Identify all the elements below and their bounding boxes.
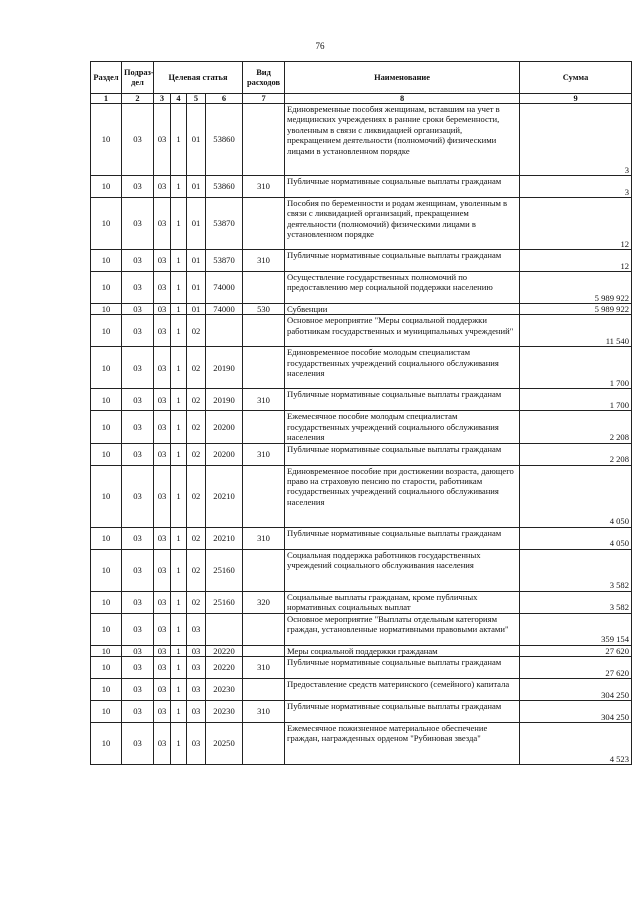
event-code-cell: 01 xyxy=(187,250,206,272)
expense-type-cell xyxy=(243,315,285,347)
direction-code-cell: 20250 xyxy=(206,723,243,765)
sum-cell: 3 582 xyxy=(520,591,632,613)
program-code-cell: 03 xyxy=(154,591,171,613)
subprogram-code-cell: 1 xyxy=(171,250,187,272)
podrazdel-cell: 03 xyxy=(122,549,154,591)
direction-code-cell: 53870 xyxy=(206,198,243,250)
column-number: 2 xyxy=(122,94,154,104)
razdel-cell: 10 xyxy=(91,304,122,315)
podrazdel-cell: 03 xyxy=(122,645,154,656)
razdel-cell: 10 xyxy=(91,645,122,656)
table-row xyxy=(91,104,632,176)
expense-type-cell: 310 xyxy=(243,657,285,679)
subprogram-code-cell: 1 xyxy=(171,527,187,549)
podrazdel-cell: 03 xyxy=(122,176,154,198)
subprogram-code-cell: 1 xyxy=(171,315,187,347)
table-row xyxy=(91,645,632,656)
program-code-cell: 03 xyxy=(154,411,171,443)
header-sum: Сумма xyxy=(520,62,632,94)
podrazdel-cell: 03 xyxy=(122,723,154,765)
event-code-cell: 02 xyxy=(187,591,206,613)
podrazdel-cell: 03 xyxy=(122,315,154,347)
column-number: 4 xyxy=(171,94,187,104)
sum-cell: 4 050 xyxy=(520,465,632,527)
table-row xyxy=(91,411,632,443)
header-target-article: Целевая статья xyxy=(154,62,243,94)
table-row xyxy=(91,465,632,527)
header-expense-type: Вид расходов xyxy=(243,62,285,94)
razdel-cell: 10 xyxy=(91,701,122,723)
subprogram-code-cell: 1 xyxy=(171,104,187,176)
event-code-cell: 02 xyxy=(187,389,206,411)
table-row xyxy=(91,657,632,679)
name-cell: Публичные нормативные социальные выплаты гражданам xyxy=(285,176,520,198)
program-code-cell: 03 xyxy=(154,613,171,645)
column-number: 7 xyxy=(243,94,285,104)
table-row xyxy=(91,443,632,465)
subprogram-code-cell: 1 xyxy=(171,645,187,656)
column-number: 3 xyxy=(154,94,171,104)
name-cell: Социальные выплаты гражданам, кроме публичных нормативных социальных выплат xyxy=(285,591,520,613)
sum-cell: 1 700 xyxy=(520,347,632,389)
sum-cell: 2 208 xyxy=(520,443,632,465)
sum-cell: 3 xyxy=(520,176,632,198)
table-row xyxy=(91,176,632,198)
razdel-cell: 10 xyxy=(91,272,122,304)
subprogram-code-cell: 1 xyxy=(171,304,187,315)
event-code-cell: 03 xyxy=(187,679,206,701)
program-code-cell: 03 xyxy=(154,723,171,765)
program-code-cell: 03 xyxy=(154,443,171,465)
expense-type-cell: 310 xyxy=(243,250,285,272)
razdel-cell: 10 xyxy=(91,104,122,176)
podrazdel-cell: 03 xyxy=(122,250,154,272)
sum-cell: 304 250 xyxy=(520,701,632,723)
expense-type-cell xyxy=(243,347,285,389)
column-number: 9 xyxy=(520,94,632,104)
table-row xyxy=(91,198,632,250)
direction-code-cell: 53870 xyxy=(206,250,243,272)
podrazdel-cell: 03 xyxy=(122,657,154,679)
event-code-cell: 01 xyxy=(187,176,206,198)
expense-type-cell xyxy=(243,272,285,304)
subprogram-code-cell: 1 xyxy=(171,549,187,591)
column-number: 5 xyxy=(187,94,206,104)
sum-cell: 12 xyxy=(520,250,632,272)
podrazdel-cell: 03 xyxy=(122,347,154,389)
podrazdel-cell: 03 xyxy=(122,272,154,304)
subprogram-code-cell: 1 xyxy=(171,347,187,389)
name-cell: Публичные нормативные социальные выплаты гражданам xyxy=(285,250,520,272)
expense-type-cell xyxy=(243,645,285,656)
razdel-cell: 10 xyxy=(91,723,122,765)
subprogram-code-cell: 1 xyxy=(171,443,187,465)
program-code-cell: 03 xyxy=(154,198,171,250)
subprogram-code-cell: 1 xyxy=(171,701,187,723)
header-razdel: Раздел xyxy=(91,62,122,94)
sum-cell: 3 xyxy=(520,104,632,176)
table-row xyxy=(91,315,632,347)
program-code-cell: 03 xyxy=(154,104,171,176)
sum-cell: 359 154 xyxy=(520,613,632,645)
expense-type-cell xyxy=(243,679,285,701)
razdel-cell: 10 xyxy=(91,591,122,613)
event-code-cell: 03 xyxy=(187,645,206,656)
subprogram-code-cell: 1 xyxy=(171,389,187,411)
podrazdel-cell: 03 xyxy=(122,304,154,315)
name-cell: Основное мероприятие "Меры социальной поддержки работникам государственных и муниципальных учреждений" xyxy=(285,315,520,347)
expense-type-cell xyxy=(243,549,285,591)
subprogram-code-cell: 1 xyxy=(171,657,187,679)
direction-code-cell: 74000 xyxy=(206,304,243,315)
direction-code-cell: 25160 xyxy=(206,591,243,613)
razdel-cell: 10 xyxy=(91,198,122,250)
event-code-cell: 02 xyxy=(187,527,206,549)
direction-code-cell: 25160 xyxy=(206,549,243,591)
subprogram-code-cell: 1 xyxy=(171,198,187,250)
table-row xyxy=(91,527,632,549)
program-code-cell: 03 xyxy=(154,272,171,304)
table-row xyxy=(91,591,632,613)
table-row xyxy=(91,613,632,645)
expense-type-cell xyxy=(243,198,285,250)
subprogram-code-cell: 1 xyxy=(171,176,187,198)
razdel-cell: 10 xyxy=(91,549,122,591)
table-row xyxy=(91,549,632,591)
event-code-cell: 01 xyxy=(187,304,206,315)
table-row xyxy=(91,304,632,315)
name-cell: Единовременное пособие молодым специалистам государственных учреждений социального обслуживания населения xyxy=(285,347,520,389)
name-cell: Ежемесячное пособие молодым специалистам государственных учреждений социального обслуживания населения xyxy=(285,411,520,443)
header-podrazdel: Подраз- дел xyxy=(122,62,154,94)
program-code-cell: 03 xyxy=(154,465,171,527)
expense-type-cell xyxy=(243,723,285,765)
expense-type-cell xyxy=(243,465,285,527)
sum-cell: 27 620 xyxy=(520,645,632,656)
event-code-cell: 02 xyxy=(187,315,206,347)
razdel-cell: 10 xyxy=(91,176,122,198)
program-code-cell: 03 xyxy=(154,549,171,591)
program-code-cell: 03 xyxy=(154,701,171,723)
sum-cell: 1 700 xyxy=(520,389,632,411)
direction-code-cell: 20210 xyxy=(206,527,243,549)
direction-code-cell: 20210 xyxy=(206,465,243,527)
razdel-cell: 10 xyxy=(91,527,122,549)
sum-cell: 304 250 xyxy=(520,679,632,701)
expense-type-cell: 310 xyxy=(243,443,285,465)
direction-code-cell: 20230 xyxy=(206,679,243,701)
name-cell: Публичные нормативные социальные выплаты гражданам xyxy=(285,389,520,411)
direction-code-cell: 20190 xyxy=(206,347,243,389)
program-code-cell: 03 xyxy=(154,657,171,679)
razdel-cell: 10 xyxy=(91,250,122,272)
name-cell: Единовременные пособия женщинам, вставшим на учет в медицинских учреждениях в ранние сроки беременности, уволенным в связи с ликвидацией организаций, прекращением деятельности (полномочий) физическими лицами в установленном порядке xyxy=(285,104,520,176)
direction-code-cell: 20230 xyxy=(206,701,243,723)
razdel-cell: 10 xyxy=(91,613,122,645)
name-cell: Публичные нормативные социальные выплаты гражданам xyxy=(285,657,520,679)
sum-cell: 4 523 xyxy=(520,723,632,765)
program-code-cell: 03 xyxy=(154,347,171,389)
table-row xyxy=(91,679,632,701)
sum-cell: 5 989 922 xyxy=(520,272,632,304)
name-cell: Публичные нормативные социальные выплаты гражданам xyxy=(285,443,520,465)
subprogram-code-cell: 1 xyxy=(171,465,187,527)
event-code-cell: 03 xyxy=(187,723,206,765)
razdel-cell: 10 xyxy=(91,679,122,701)
direction-code-cell: 20200 xyxy=(206,411,243,443)
column-number: 1 xyxy=(91,94,122,104)
program-code-cell: 03 xyxy=(154,304,171,315)
column-number: 6 xyxy=(206,94,243,104)
razdel-cell: 10 xyxy=(91,389,122,411)
direction-code-cell xyxy=(206,613,243,645)
sum-cell: 27 620 xyxy=(520,657,632,679)
column-number: 8 xyxy=(285,94,520,104)
razdel-cell: 10 xyxy=(91,443,122,465)
razdel-cell: 10 xyxy=(91,347,122,389)
sum-cell: 12 xyxy=(520,198,632,250)
podrazdel-cell: 03 xyxy=(122,701,154,723)
name-cell: Осуществление государственных полномочий по предоставлению мер социальной поддержки населению xyxy=(285,272,520,304)
expense-type-cell: 310 xyxy=(243,527,285,549)
event-code-cell: 02 xyxy=(187,465,206,527)
event-code-cell: 02 xyxy=(187,443,206,465)
podrazdel-cell: 03 xyxy=(122,679,154,701)
expense-type-cell: 530 xyxy=(243,304,285,315)
sum-cell: 2 208 xyxy=(520,411,632,443)
podrazdel-cell: 03 xyxy=(122,591,154,613)
program-code-cell: 03 xyxy=(154,176,171,198)
sum-cell: 4 050 xyxy=(520,527,632,549)
podrazdel-cell: 03 xyxy=(122,527,154,549)
direction-code-cell: 20190 xyxy=(206,389,243,411)
name-cell: Предоставление средств материнского (семейного) капитала xyxy=(285,679,520,701)
subprogram-code-cell: 1 xyxy=(171,679,187,701)
table-row xyxy=(91,272,632,304)
podrazdel-cell: 03 xyxy=(122,198,154,250)
podrazdel-cell: 03 xyxy=(122,389,154,411)
expense-type-cell: 310 xyxy=(243,389,285,411)
podrazdel-cell: 03 xyxy=(122,104,154,176)
expense-type-cell: 310 xyxy=(243,701,285,723)
name-cell: Пособия по беременности и родам женщинам, уволенным в связи с ликвидацией организаций, прекращением деятельности (полномочий) физическими лицами в установленном порядке xyxy=(285,198,520,250)
table-row xyxy=(91,701,632,723)
sum-cell: 11 540 xyxy=(520,315,632,347)
program-code-cell: 03 xyxy=(154,679,171,701)
event-code-cell: 03 xyxy=(187,657,206,679)
podrazdel-cell: 03 xyxy=(122,613,154,645)
name-cell: Основное мероприятие "Выплаты отдельным категориям граждан, установленные нормативными правовыми актами" xyxy=(285,613,520,645)
program-code-cell: 03 xyxy=(154,250,171,272)
expense-type-cell xyxy=(243,411,285,443)
direction-code-cell: 53860 xyxy=(206,176,243,198)
table-row xyxy=(91,389,632,411)
event-code-cell: 01 xyxy=(187,104,206,176)
podrazdel-cell: 03 xyxy=(122,443,154,465)
name-cell: Меры социальной поддержки гражданам xyxy=(285,645,520,656)
expense-type-cell xyxy=(243,104,285,176)
table-row xyxy=(91,250,632,272)
page-number: 76 xyxy=(315,41,325,51)
razdel-cell: 10 xyxy=(91,315,122,347)
razdel-cell: 10 xyxy=(91,411,122,443)
program-code-cell: 03 xyxy=(154,645,171,656)
name-cell: Субвенции xyxy=(285,304,520,315)
header-name: Наименование xyxy=(285,62,520,94)
subprogram-code-cell: 1 xyxy=(171,723,187,765)
event-code-cell: 03 xyxy=(187,701,206,723)
program-code-cell: 03 xyxy=(154,389,171,411)
direction-code-cell xyxy=(206,315,243,347)
subprogram-code-cell: 1 xyxy=(171,411,187,443)
direction-code-cell: 20220 xyxy=(206,657,243,679)
event-code-cell: 03 xyxy=(187,613,206,645)
name-cell: Социальная поддержка работников государственных учреждений социального обслуживания населения xyxy=(285,549,520,591)
sum-cell: 3 582 xyxy=(520,549,632,591)
budget-table xyxy=(90,61,632,765)
razdel-cell: 10 xyxy=(91,657,122,679)
event-code-cell: 02 xyxy=(187,411,206,443)
subprogram-code-cell: 1 xyxy=(171,272,187,304)
event-code-cell: 02 xyxy=(187,347,206,389)
event-code-cell: 02 xyxy=(187,549,206,591)
event-code-cell: 01 xyxy=(187,198,206,250)
program-code-cell: 03 xyxy=(154,527,171,549)
event-code-cell: 01 xyxy=(187,272,206,304)
name-cell: Публичные нормативные социальные выплаты гражданам xyxy=(285,701,520,723)
sum-cell: 5 989 922 xyxy=(520,304,632,315)
direction-code-cell: 53860 xyxy=(206,104,243,176)
razdel-cell: 10 xyxy=(91,465,122,527)
podrazdel-cell: 03 xyxy=(122,465,154,527)
direction-code-cell: 20220 xyxy=(206,645,243,656)
name-cell: Публичные нормативные социальные выплаты гражданам xyxy=(285,527,520,549)
name-cell: Ежемесячное пожизненное материальное обеспечение граждан, награжденных орденом "Рубиновая звезда" xyxy=(285,723,520,765)
name-cell: Единовременное пособие при достижении возраста, дающего право на страховую пенсию по старости, работникам государственных учреждений социального обслуживания населения xyxy=(285,465,520,527)
table-row xyxy=(91,723,632,765)
podrazdel-cell: 03 xyxy=(122,411,154,443)
direction-code-cell: 74000 xyxy=(206,272,243,304)
table-row xyxy=(91,347,632,389)
subprogram-code-cell: 1 xyxy=(171,613,187,645)
table-header-row xyxy=(91,62,632,94)
program-code-cell: 03 xyxy=(154,315,171,347)
direction-code-cell: 20200 xyxy=(206,443,243,465)
expense-type-cell xyxy=(243,613,285,645)
expense-type-cell: 310 xyxy=(243,176,285,198)
expense-type-cell: 320 xyxy=(243,591,285,613)
column-number-row xyxy=(91,94,632,104)
subprogram-code-cell: 1 xyxy=(171,591,187,613)
